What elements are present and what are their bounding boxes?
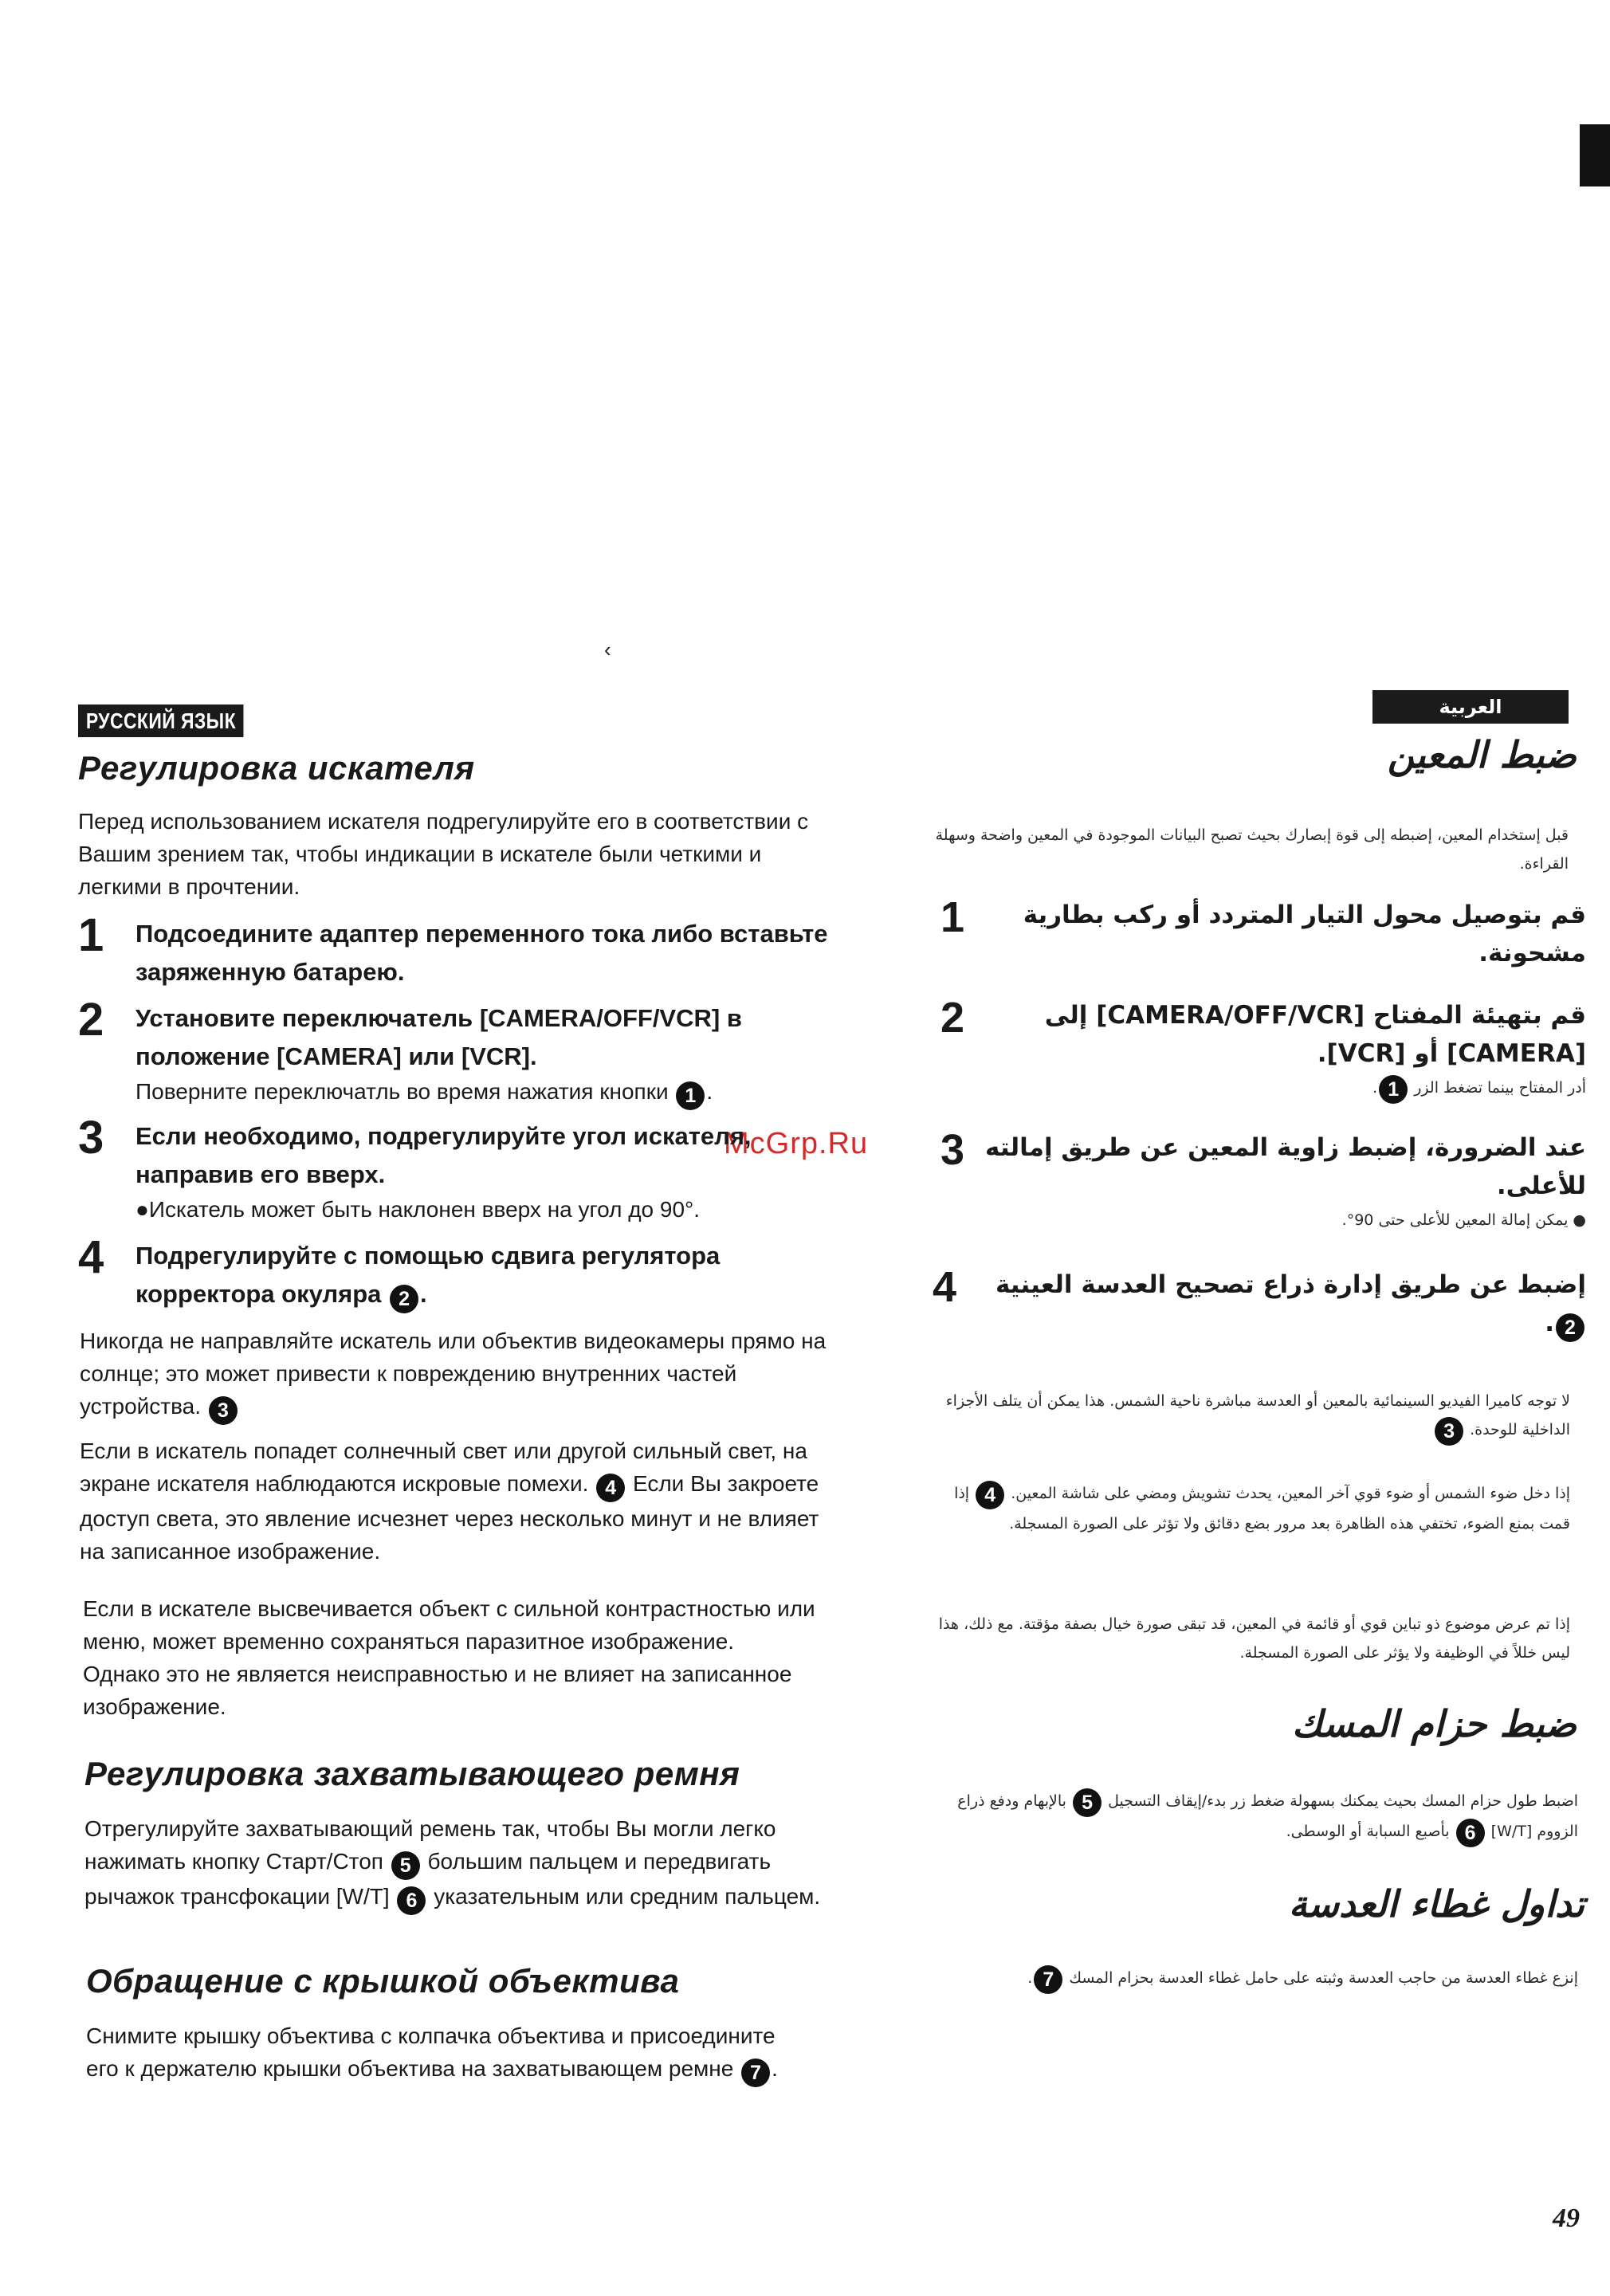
ar-warning-light-text: إذا دخل ضوء الشمس أو ضوء قوي آخر المعين، يحدث تشويش ومضي على شاشة المعين. — [1011, 1485, 1570, 1502]
ar-step-number: 4 — [932, 1263, 957, 1311]
ar-step-1 — [925, 893, 1586, 972]
ru-step-note: ●Искатель может быть наклонен вверх на угол до 90°. — [135, 1197, 700, 1222]
ar-lens-cap-text-body: إنزع غطاء العدسة من حاجب العدسة وثبته على حامل غطاء العدسة بحزام المسك — [1069, 1969, 1578, 1987]
ar-warning-light-text-2: إذا قمت بمنع الضوء، تختفي هذه الظاهرة بعد مرور بضع دقائق ولا تؤثر على الصورة المسجلة. — [954, 1485, 1570, 1533]
ar-step-title-text: إضبط عن طريق إدارة ذراع تصحيح العدسة العينية — [995, 1270, 1586, 1299]
ar-grip-belt-text-c: بأصبع السبابة أو الوسطى. — [1286, 1823, 1450, 1840]
ru-viewfinder-intro: Перед использованием искателя подрегулируйте его в соответствии с Вашим зрением так, чтобы индикации в искателе были четкими и легкими в прочтении. — [78, 809, 809, 899]
ru-lens-cap-text: Снимите крышку объектива с колпачка объектива и присоедините его к держателю крышки объектива на захватывающем ремне 7 . — [86, 2019, 803, 2087]
ar-step-title: قم بتوصيل محول التيار المتردد أو ركب بطارية مشحونة. — [1023, 901, 1586, 967]
stray-mark: ‹ — [604, 638, 611, 661]
ru-lens-cap-text-body: Снимите крышку объектива с колпачка объектива и присоедините его к держателю крышки объектива на захватывающем ремне — [86, 2023, 776, 2081]
ar-step-4 — [917, 1263, 1586, 1342]
ar-step-number: 2 — [940, 994, 965, 1042]
ar-step-note-text: أدر المفتاح بينما تضغط الزر — [1414, 1079, 1586, 1097]
ru-grip-belt-heading: Регулировка захватывающего ремня — [84, 1755, 740, 1792]
ar-step-number: 3 — [940, 1126, 965, 1174]
ru-step-4 — [78, 1231, 875, 1313]
ar-lens-cap-text: إنزع غطاء العدسة من حاجب العدسة وثبته على حامل غطاء العدسة بحزام المسك 7. — [925, 1964, 1578, 1994]
ru-grip-belt-text — [84, 1812, 834, 1915]
ar-grip-belt-text-a: اضبط طول حزام المسك بحيث يمكنك بسهولة ضغط زر بدء/إيقاف التسجيل — [1108, 1792, 1578, 1810]
callout-6-icon: 6 — [397, 1886, 426, 1915]
ar-warning-sun-text: لا توجه كاميرا الفيديو السينمائية بالمعين أو العدسة مباشرة ناحية الشمس. هذا يمكن أن يتلف الأجزاء الداخلية للوحدة. — [945, 1392, 1570, 1438]
ru-warning-afterimage: Если в искателе высвечивается объект с сильной контрастностью или меню, может временно сохраняться паразитное изображение. Однако это не является неисправностью и не влияет на записанное изображение. — [83, 1596, 815, 1719]
ar-step-title: إضبط عن طريق إدارة ذراع تصحيح العدسة العينية 2. — [972, 1266, 1586, 1342]
ru-step-number: 4 — [78, 1231, 104, 1283]
callout-3-icon: 3 — [1435, 1417, 1463, 1446]
ar-step-2 — [925, 996, 1586, 1104]
ru-step-note: Поверните переключатль во время нажатия кнопки 1 . — [135, 1076, 875, 1110]
ar-viewfinder-heading: ضبط المعين — [1387, 733, 1577, 776]
callout-6-icon: 6 — [1456, 1819, 1485, 1847]
ar-lens-cap-heading: تداول غطاء العدسة — [1288, 1882, 1584, 1925]
ru-warning-sun-text: Никогда не направляйте искатель или объектив видеокамеры прямо на солнце; это может привести к повреждению внутренних частей устройства. — [80, 1329, 827, 1419]
callout-1-icon: 1 — [1379, 1075, 1408, 1104]
ru-warning-light-text: Если в искатель попадет солнечный свет или другой сильный свет, на экране искателя наблюдаются искровые помехи. — [80, 1438, 807, 1496]
ru-step-3 — [78, 1112, 875, 1226]
ru-grip-belt-text-c: указательным или средним пальцем. — [434, 1884, 821, 1909]
callout-3-icon: 3 — [209, 1396, 238, 1425]
callout-2-icon: 2 — [390, 1285, 418, 1313]
ar-warning-light — [925, 1479, 1570, 1538]
callout-5-icon: 5 — [1073, 1788, 1101, 1817]
ar-warning-afterimage: إذا تم عرض موضوع ذو تباين قوي أو قائمة في المعين، قد تبقى صورة خيال بصفة مؤقتة. مع ذلك، هذا ليس خللاً في الوظيفة ولا يؤثر على الصورة المسجلة. — [938, 1615, 1570, 1662]
arabic-language-badge: العربية — [1372, 690, 1569, 724]
ru-step-number: 1 — [78, 909, 104, 961]
callout-1-icon: 1 — [676, 1081, 705, 1110]
callout-7-icon: 7 — [1034, 1965, 1062, 1994]
ru-step-number: 3 — [78, 1112, 104, 1164]
callout-5-icon: 5 — [391, 1851, 420, 1880]
ru-step-title: Подрегулируйте с помощью сдвига регулятора корректора окуляра 2 . — [135, 1237, 853, 1313]
watermark: McGrp.Ru — [724, 1127, 869, 1160]
ar-warning-sun — [933, 1387, 1570, 1446]
ar-grip-belt-heading: ضبط حزام المسك — [1292, 1702, 1577, 1745]
ru-warning-light — [80, 1435, 845, 1568]
ru-step-title-text: Подрегулируйте с помощью сдвига регулятора корректора окуляра — [135, 1242, 721, 1308]
ru-step-2 — [78, 994, 875, 1110]
ru-warning-sun — [80, 1325, 845, 1425]
section-tab-marker — [1580, 124, 1610, 186]
ru-lens-cap-heading: Обращение с крышкой объектива — [86, 1962, 680, 2000]
callout-2-icon: 2 — [1556, 1313, 1584, 1342]
callout-4-icon: 4 — [596, 1474, 625, 1502]
ru-step-note-text: Поверните переключатль во время нажатия кнопки — [135, 1079, 669, 1104]
ar-step-number: 1 — [940, 893, 965, 941]
ru-warning-light-text-2: Если Вы закроете доступ света, это явление исчезнет через несколько минут и не влияет на записанное изображение. — [80, 1471, 819, 1564]
russian-language-badge: РУССКИЙ ЯЗЫК — [78, 704, 244, 737]
ar-viewfinder-intro: قبل إستخدام المعين، إضبطه إلى قوة إبصارك بحيث تصبح البيانات الموجودة في المعين واضحة وسهلة القراءة. — [935, 826, 1569, 873]
ru-step-title: Установите переключатель [CAMERA/OFF/VCR] в положение [CAMERA] или [VCR]. — [135, 1004, 742, 1070]
ru-viewfinder-heading: Регулировка искателя — [78, 749, 475, 787]
ru-step-title: Подсоедините адаптер переменного тока либо вставьте заряженную батарею. — [135, 920, 828, 986]
ar-step-title: قم بتهيئة المفتاح [CAMERA/OFF/VCR] إلى [CAMERA] أو [VCR]. — [1044, 1001, 1586, 1068]
callout-7-icon: 7 — [741, 2059, 770, 2087]
ar-grip-belt-text-b: بالإبهام ودفع ذراع الزووم [W/T] — [957, 1792, 1578, 1840]
ru-step-1 — [78, 909, 875, 991]
callout-4-icon: 4 — [976, 1481, 1004, 1509]
ar-step-title: عند الضرورة، إضبط زاوية المعين عن طريق إمالته للأعلى. — [985, 1133, 1586, 1200]
ar-step-note: أدر المفتاح بينما تضغط الزر 1. — [980, 1073, 1586, 1104]
ar-step-note: ● يمكن إمالة المعين للأعلى حتى 90°. — [1341, 1211, 1586, 1229]
ru-grip-belt-text-a: Отрегулируйте захватывающий ремень так, чтобы Вы могли легко нажимать кнопку Старт/Стоп — [84, 1816, 776, 1874]
ru-grip-belt-text-b: большим пальцем и передвигать рычажок трансфокации [W/T] — [84, 1849, 772, 1909]
ar-grip-belt-text — [925, 1787, 1578, 1847]
ru-step-number: 2 — [78, 994, 104, 1046]
ar-step-3 — [925, 1128, 1586, 1235]
ru-step-title: Если необходимо, подрегулируйте угол искателя, направив его вверх. — [135, 1122, 752, 1188]
page-number: 49 — [1553, 2204, 1580, 2233]
